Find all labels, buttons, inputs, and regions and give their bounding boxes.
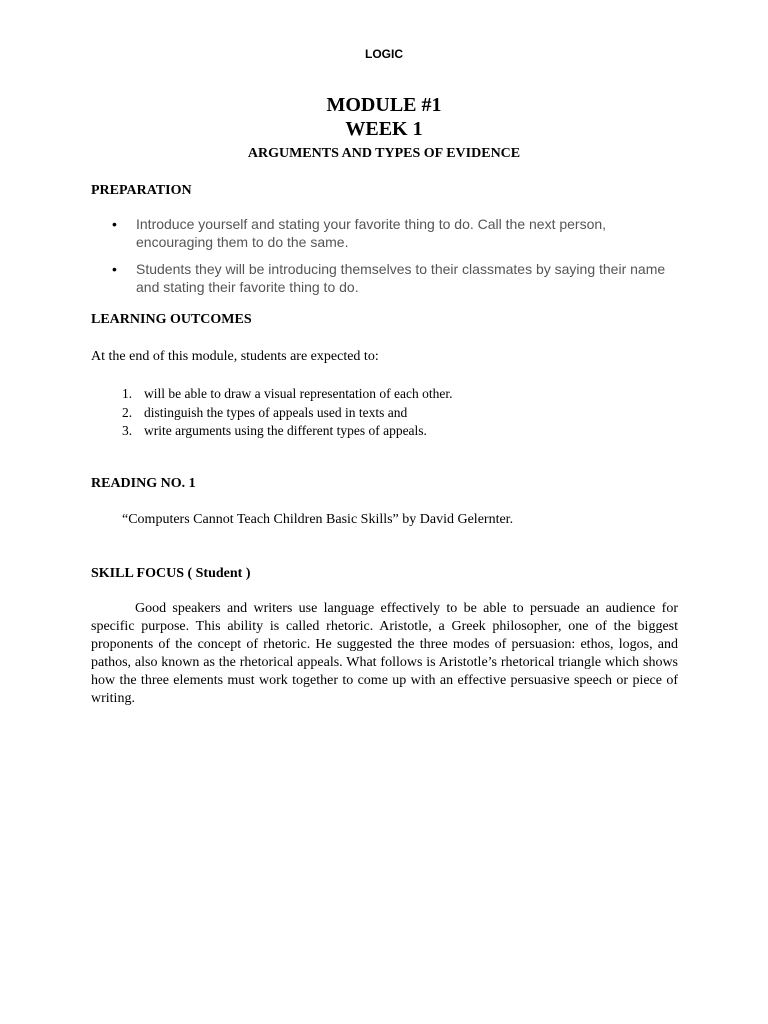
lesson-subtitle: ARGUMENTS AND TYPES OF EVIDENCE [247,146,521,161]
preparation-item-text: Introduce yourself and stating your favorite thing to do. Call the next person, encouraging them to do the same. [136,216,607,250]
learning-outcomes-intro: At the end of this module, students are expected to: [91,349,379,364]
bullet-icon: • [112,261,117,277]
preparation-list [110,215,670,305]
skill-focus-text: Good speakers and writers use language effectively to be able to persuade an audience for specific purpose. This ability is called rhetoric. Aristotle, a Greek philosopher, one of the biggest proponents of the concept of rhetoric. He suggested the three modes of persuasion: ethos, logos, and pathos, also known as the rhetorical appeals. What follows is Aristotle’s rhetorical triangle which shows how the three elements must work together to come up with an effective persuasive speech or piece of writing. [91,601,678,706]
skill-focus-paragraph [91,600,678,708]
week-title: WEEK 1 [345,118,423,140]
page-header: LOGIC [365,47,403,61]
list-item [122,385,453,404]
reading-heading: READING NO. 1 [91,476,196,491]
list-item [110,215,670,251]
list-number: 2. [122,404,133,420]
outcome-text: distinguish the types of appeals used in texts and [144,404,408,420]
list-item [110,260,670,296]
list-item [122,422,453,441]
reading-citation: “Computers Cannot Teach Children Basic Skills” by David Gelernter. [122,512,514,527]
bullet-icon: • [112,216,117,232]
list-number: 3. [122,423,133,438]
preparation-item-text: Students they will be introducing themselves to their classmates by saying their name and stating their favorite thing to do. [136,261,666,295]
learning-outcomes-list [122,385,453,441]
preparation-heading: PREPARATION [91,183,192,198]
outcome-text: will be able to draw a visual representation of each other. [144,386,453,401]
module-title: MODULE #1 [326,94,442,116]
list-number: 1. [122,386,133,401]
outcome-text: write arguments using the different types of appeals. [144,423,427,438]
learning-outcomes-heading: LEARNING OUTCOMES [91,312,252,327]
skill-focus-heading: SKILL FOCUS ( Student ) [91,566,251,581]
list-item [122,404,453,423]
